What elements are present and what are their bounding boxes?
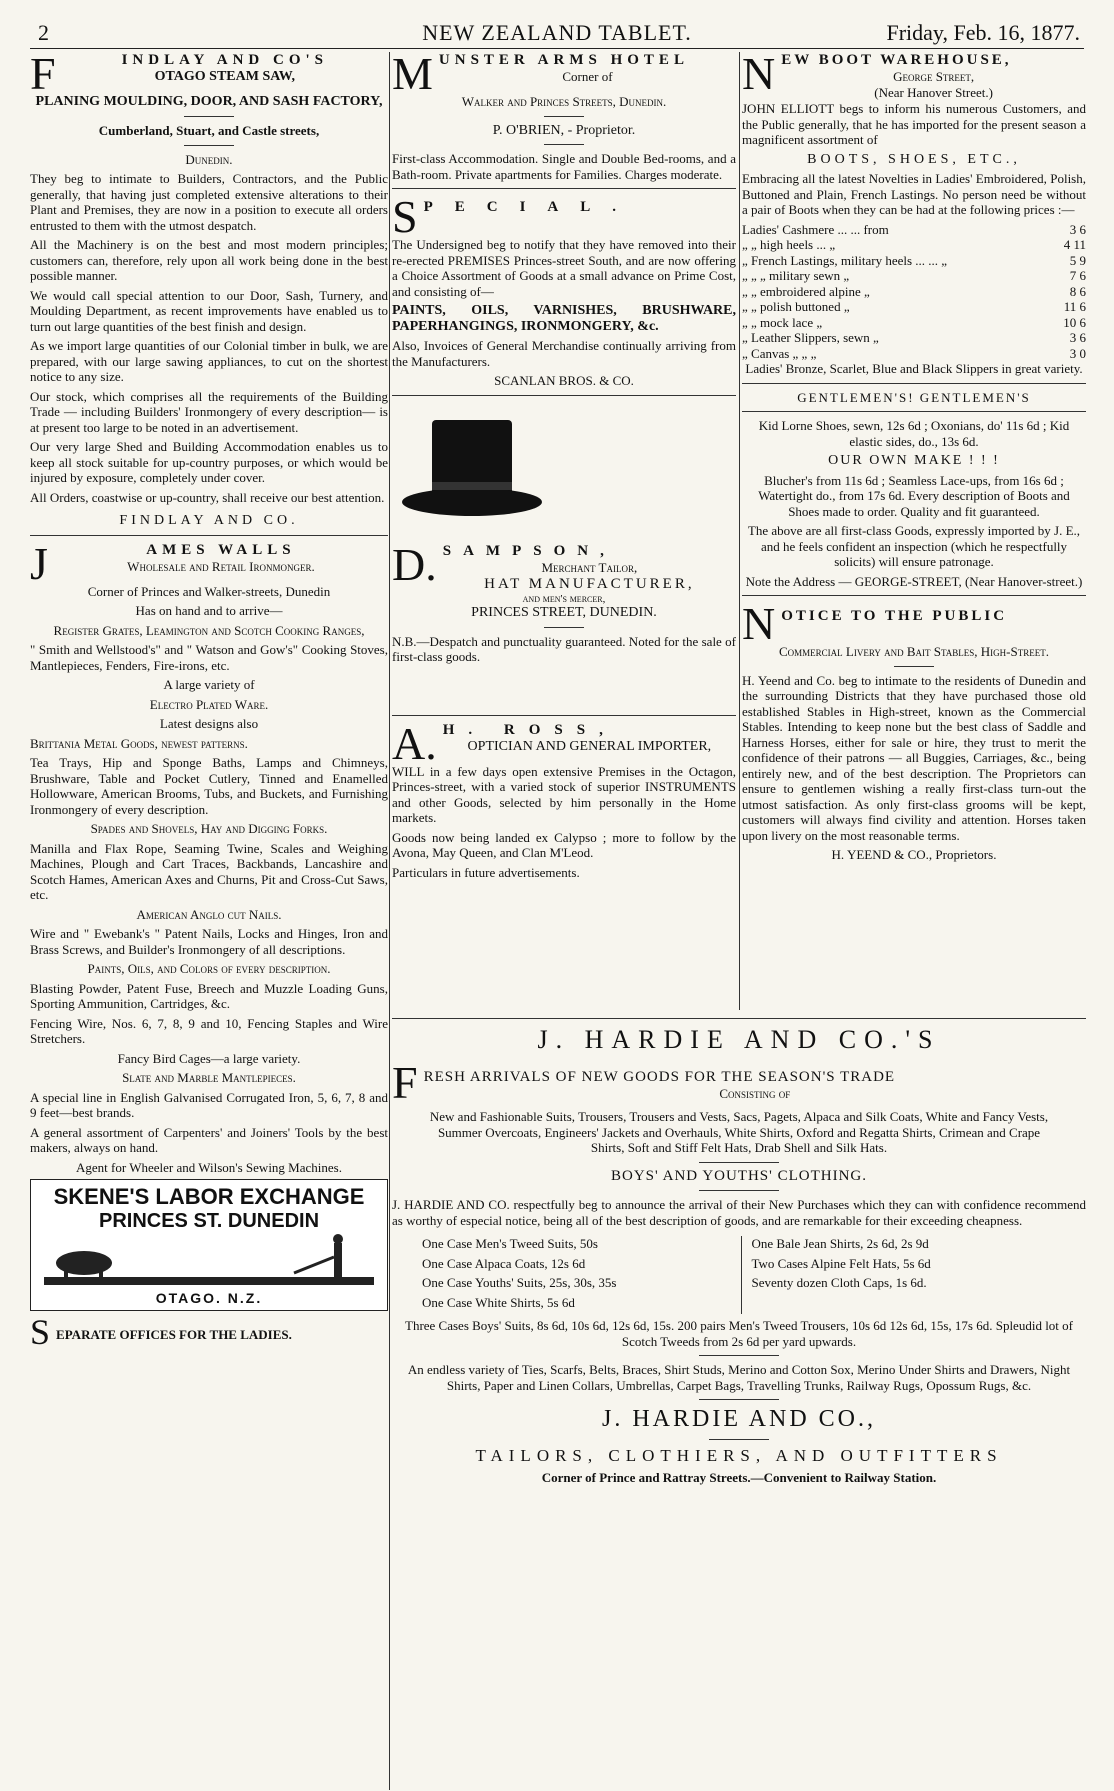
line: HAT MANUFACTURER, bbox=[484, 575, 695, 592]
price-item: „ „ embroidered alpine „ bbox=[742, 283, 870, 299]
price-item: „ „ mock lace „ bbox=[742, 314, 823, 330]
divider bbox=[184, 116, 234, 117]
dropcap: D. bbox=[392, 538, 437, 590]
ad-heading: H. ROSS, bbox=[442, 721, 617, 738]
line: Latest designs also bbox=[159, 716, 259, 731]
line: Tea Trays, Hip and Sponge Baths, Lamps and Chimneys, Brushware, Table and Pocket Cutlery, Tinned and Enamelled Hollowware, American Brooms, Tubs, and Buckets, and Furnishing Ironmongery of every description. bbox=[30, 755, 388, 817]
subheading: Commercial Livery and Bait Stables, High-Street. bbox=[779, 644, 1049, 659]
boys-suits: Three Cases Boys' Suits, 8s 6d, 10s 6d, 12s 6d, 15s. 200 pairs Men's Tweed Trousers, 10s 6d 12s 6d, 15s, 17s 6d. Spleudid lot of Scotch Tweeds from 2s 6d per yard upwards. bbox=[405, 1318, 1073, 1349]
masthead bbox=[30, 14, 1084, 49]
list-item: One Case White Shirts, 5s 6d bbox=[422, 1294, 575, 1310]
signature: SCANLAN BROS. & CO. bbox=[494, 373, 634, 388]
hardie-title: J. HARDIE AND CO.'S bbox=[537, 1025, 941, 1054]
line: American Anglo cut Nails. bbox=[136, 906, 282, 922]
skene-title: SKENE'S LABOR EXCHANGE bbox=[53, 1184, 365, 1209]
hardie-name: J. HARDIE AND CO., bbox=[601, 1406, 876, 1432]
price-row bbox=[742, 346, 1086, 362]
signature: H. YEEND & CO., Proprietors. bbox=[831, 847, 997, 862]
price-item: „ „ „ military sewn „ bbox=[742, 268, 850, 283]
list-item: Seventy dozen Cloth Caps, 1s 6d. bbox=[751, 1275, 927, 1290]
divider bbox=[699, 1355, 779, 1356]
price-row bbox=[742, 222, 1086, 238]
price-item: „ Leather Slippers, sewn „ bbox=[742, 330, 879, 345]
list-item: One Bale Jean Shirts, 2s 6d, 2s 9d bbox=[751, 1236, 929, 1251]
paragraph: All the Machinery is on the best and most modern principles; customers can, therefore, rely upon all work being done in the best possible manner. bbox=[30, 237, 388, 283]
dropcap: S bbox=[30, 1312, 51, 1352]
walls-ad bbox=[30, 537, 388, 1176]
price-row bbox=[742, 299, 1086, 315]
ad-heading: UNSTER ARMS HOTEL bbox=[438, 52, 689, 68]
line: Fencing Wire, Nos. 6, 7, 8, 9 and 10, Fencing Staples and Wire Stretchers. bbox=[30, 1015, 388, 1046]
line: OPTICIAN AND GENERAL IMPORTER, bbox=[467, 738, 712, 754]
price-item: „ French Lastings, military heels ... ... „ bbox=[742, 252, 948, 268]
top-hat-illustration bbox=[392, 410, 552, 530]
line: Blasting Powder, Patent Fuse, Breech and Muzzle Loading Guns, Sporting Ammunition, Cartridges, &c. bbox=[30, 980, 388, 1011]
divider bbox=[699, 1162, 779, 1163]
price-value: 7 6 bbox=[1069, 268, 1086, 283]
column-1 bbox=[30, 48, 388, 1352]
column-3 bbox=[742, 48, 1086, 867]
paragraph: Also, Invoices of General Merchandise continually arriving from the Manufacturers. bbox=[392, 338, 736, 369]
column-2 bbox=[392, 48, 736, 884]
list-item: Two Cases Alpine Felt Hats, 5s 6d bbox=[751, 1255, 931, 1271]
paragraph: Blucher's from 11s 6d ; Seamless Lace-ups, from 16s 6d ; Watertight do., from 17s 6d. Every description of Boots and Shoes made to order. Quality and fit guaranteed. bbox=[758, 472, 1070, 519]
ad-heading: AMES WALLS bbox=[146, 541, 296, 558]
paragraph: Ladies' Bronze, Scarlet, Blue and Black Slippers in great variety. bbox=[745, 361, 1083, 376]
line: and men's mercer, bbox=[522, 592, 606, 605]
corner-label: Corner of bbox=[562, 69, 613, 84]
signature: FINDLAY AND CO. bbox=[119, 513, 299, 528]
hardie-ad bbox=[392, 1012, 1086, 1486]
paragraph: Goods now being landed ex Calypso ; more to follow by the Avona, May Queen, and Clan M'Leod. bbox=[392, 829, 736, 860]
dropcap: S bbox=[392, 191, 418, 242]
divider bbox=[709, 1439, 769, 1440]
paragraph: WILL in a few days open extensive Premises in the Octagon, Princes-street, with a varied stock of superior INSTRUMENTS and other Goods, selected by him personally in the Home markets. bbox=[392, 763, 736, 825]
price-value: 5 9 bbox=[1069, 252, 1086, 268]
price-item: „ „ high heels ... „ bbox=[742, 237, 836, 252]
price-value: 10 6 bbox=[1063, 314, 1086, 330]
price-value: 3 6 bbox=[1069, 221, 1086, 237]
hardie-corner: Corner of Prince and Rattray Streets.—Convenient to Railway Station. bbox=[541, 1470, 937, 1485]
line: Manilla and Flax Rope, Seaming Twine, Scales and Weighing Machines, Plough and Cart Traces, Backbands, Lancashire and Scotch Hames, American Axes and Churns, Pit and Cross-Cut Saws, etc. bbox=[30, 840, 388, 902]
line: Has on hand and to arrive— bbox=[135, 603, 283, 618]
trades: TAILORS, CLOTHIERS, AND OUTFITTERS bbox=[475, 1446, 1003, 1465]
notice-ad bbox=[742, 598, 1086, 863]
line: Corner of Princes and Walker-streets, Dunedin bbox=[87, 583, 331, 599]
price-value: 3 6 bbox=[1069, 330, 1086, 345]
city: Dunedin. bbox=[185, 151, 233, 167]
line: Electro Plated Ware. bbox=[149, 696, 269, 712]
divider bbox=[742, 595, 1086, 596]
price-row bbox=[742, 330, 1086, 346]
paragraph: The above are all first-class Goods, expressly imported by J. E., and he feels confident an inspection (which he respectfully solicits) will ensure patronage. bbox=[747, 523, 1081, 569]
endless-variety: An endless variety of Ties, Scarfs, Belts, Braces, Shirt Studs, Merino and Cotton Sox, Merino Under Shirts and Drawers, Night Shirts, Paper and Linen Collars, Umbrellas, Carpet Bags, Travelling Trunks, Railway Rugs, Opossum Rugs, &c. bbox=[407, 1362, 1071, 1393]
line: Agent for Wheeler and Wilson's Sewing Machines. bbox=[76, 1159, 342, 1175]
divider bbox=[742, 411, 1086, 412]
line: Brittania Metal Goods, newest patterns. bbox=[30, 735, 248, 751]
line: PRINCES STREET, DUNEDIN. bbox=[471, 604, 657, 620]
address-note: Note the Address — GEORGE-STREET, (Near Hanover-street.) bbox=[745, 573, 1083, 589]
newspaper-title: NEW ZEALAND TABLET. bbox=[422, 20, 692, 45]
sampson-ad bbox=[392, 538, 736, 665]
dropcap: J bbox=[30, 537, 48, 589]
skene-advert bbox=[30, 1179, 388, 1311]
line: Paints, Oils, and Colors of every description. bbox=[87, 961, 331, 976]
column-rule-1 bbox=[389, 52, 390, 1790]
dropcap: N bbox=[742, 48, 776, 99]
paragraph: All Orders, coastwise or up-country, shall receive our best attention. bbox=[30, 489, 385, 505]
ad-heading: PECIAL. bbox=[423, 199, 639, 215]
divider bbox=[544, 116, 584, 117]
price-item: „ Canvas „ „ „ bbox=[742, 345, 817, 361]
page-number: 2 bbox=[38, 20, 49, 45]
goods: PAINTS, OILS, VARNISHES, BRUSHWARE, PAPERHANGINGS, IRONMONGERY, &c. bbox=[392, 303, 736, 334]
price-value: 4 11 bbox=[1063, 237, 1086, 252]
proprietor: P. O'BRIEN, - Proprietor. bbox=[492, 122, 636, 138]
divider bbox=[184, 145, 234, 146]
paragraph: H. Yeend and Co. beg to intimate to the residents of Dunedin and the surrounding Districts that they have purchased those old established Stables in High-street, known as the Commercial Stables. Intending to keep none but the best class of Saddle and Harness Horses, either for sale or hire, they trust to merit the confidence of their patrons — all Buggies, Carriages, &c., being entirely new, and of the best description. The Proprietors can ensure to gentlemen wishing a really first-class turn-out the utmost satisfaction. As only first-class grooms will be kept, customers will always find civility and attention. Horses taken upon livery on the most reasonable terms. bbox=[742, 672, 1086, 843]
paragraph: As we import large quantities of our Colonial timber in bulk, we are prepared, with our large sawing appliances, to cut on the shortest notice to any size. bbox=[30, 338, 388, 384]
own-make-heading: OUR OWN MAKE ! ! ! bbox=[828, 453, 1000, 468]
paragraph: Particulars in future advertisements. bbox=[392, 864, 580, 880]
line: A general assortment of Carpenters' and Joiners' Tools by the best makers, always on hand. bbox=[30, 1124, 388, 1155]
ad-subheading: PLANING MOULDING, DOOR, AND SASH FACTORY, bbox=[35, 94, 383, 109]
divider bbox=[544, 627, 584, 628]
dropcap: A. bbox=[392, 717, 437, 769]
paragraph: JOHN ELLIOTT begs to inform his numerous Customers, and the Public generally, that he has imported for the present season a magnificent assortment of bbox=[742, 101, 1086, 147]
divider bbox=[699, 1399, 779, 1400]
left-list bbox=[422, 1236, 727, 1314]
near: (Near Hanover Street.) bbox=[874, 85, 993, 100]
price-row bbox=[742, 253, 1086, 269]
price-item: „ „ polish buttoned „ bbox=[742, 299, 850, 314]
paragraph: We would call special attention to our Door, Sash, Turnery, and Moulding Department, as recent improvements have enabled us to turn out large quantities of the best finish and design. bbox=[30, 287, 388, 334]
ad-heading: INDLAY AND CO'S bbox=[121, 52, 328, 68]
fresh-arrivals: RESH ARRIVALS OF NEW GOODS FOR THE SEASON'S TRADE bbox=[423, 1069, 896, 1085]
skene-footer bbox=[30, 1312, 388, 1352]
streets: Walker and Princes Streets, Dunedin. bbox=[461, 94, 667, 109]
line: Fancy Bird Cages—a large variety. bbox=[117, 1050, 301, 1066]
price-value: 11 6 bbox=[1063, 299, 1086, 314]
skene-location: OTAGO. N.Z. bbox=[155, 1290, 263, 1306]
dropcap: F bbox=[392, 1057, 418, 1108]
goods-list: New and Fashionable Suits, Trousers, Trousers and Vests, Sacs, Pagets, Alpaca and Silk Coats, White and Fancy Vests, Summer Overcoats, Engineers' Jackets and Overhauls, White Shirts, Oxford and Regatta Shirts, Crimean and Crape Shirts, Soft and Stiff Felt Hats, Drab Shell and Silk Hats. bbox=[429, 1109, 1049, 1155]
announcement: J. HARDIE AND CO. respectfully beg to announce the arrival of their New Purchases which they can with confidence recommend as worthy of especial notice, being all of the best description of goods, and are remarkable for their exceeding cheapness. bbox=[392, 1197, 1086, 1228]
line: " Smith and Wellstood's" and " Watson and Gow's" Cooking Stoves, Mantlepieces, Fenders, Fire-irons, etc. bbox=[30, 642, 388, 673]
price-columns bbox=[392, 1232, 1086, 1318]
divider bbox=[699, 1190, 779, 1191]
divider bbox=[894, 666, 934, 667]
findlay-ad bbox=[30, 48, 388, 529]
list-item: One Case Alpaca Coats, 12s 6d bbox=[422, 1255, 586, 1271]
line: Spades and Shovels, Hay and Digging Forks. bbox=[90, 821, 328, 836]
ploughman-illustration bbox=[44, 1233, 374, 1285]
price-item: Ladies' Cashmere ... ... from bbox=[742, 221, 889, 237]
paragraph: Embracing all the latest Novelties in Ladies' Embroidered, Polish, Buttoned and Plain, French Lastings. No person need be without a pair of Boots when they can be had at the following prices :— bbox=[742, 171, 1086, 217]
price-row bbox=[742, 237, 1086, 253]
ad-heading: OTICE TO THE PUBLIC bbox=[781, 608, 1008, 624]
paragraph: Kid Lorne Shoes, sewn, 12s 6d ; Oxonians, do' 11s 6d ; Kid elastic sides, do., 13s 6d. bbox=[758, 418, 1070, 449]
divider bbox=[544, 144, 584, 145]
boots-heading: BOOTS, SHOES, ETC., bbox=[807, 151, 1021, 167]
ad-heading: EW BOOT WAREHOUSE, bbox=[781, 52, 1012, 68]
description: First-class Accommodation. Single and Double Bed-rooms, and a Bath-room. Private apartments for Families. Charges moderate. bbox=[392, 151, 736, 182]
ad-subheading: Wholesale and Retail Ironmonger. bbox=[127, 558, 315, 574]
divider bbox=[392, 1018, 1086, 1019]
line: Merchant Tailor, bbox=[541, 559, 638, 575]
line: Wire and " Ewebank's " Patent Nails, Locks and Hinges, Iron and Brass Screws, and Builder's Ironmongery of all descriptions. bbox=[30, 926, 388, 957]
special-ad bbox=[392, 191, 736, 389]
divider bbox=[30, 535, 388, 536]
dropcap: N bbox=[742, 598, 776, 649]
dropcap: M bbox=[392, 48, 433, 99]
munster-ad bbox=[392, 48, 736, 182]
list-item: One Case Men's Tweed Suits, 50s bbox=[422, 1236, 598, 1251]
dropcap: F bbox=[30, 48, 56, 99]
paragraph: They beg to intimate to Builders, Contractors, and the Public generally, that having just completed extensive alterations to their Plant and Premises, they are now in a position to execute all orders entrusted to them with the utmost despatch. bbox=[30, 171, 388, 233]
street: George Street, bbox=[893, 69, 975, 84]
gents-heading: GENTLEMEN'S! GENTLEMEN'S bbox=[797, 389, 1031, 405]
divider bbox=[392, 188, 736, 189]
right-list bbox=[741, 1236, 1057, 1314]
price-list bbox=[742, 222, 1086, 362]
line: A large variety of bbox=[163, 677, 255, 692]
price-row bbox=[742, 284, 1086, 300]
list-item: One Case Youths' Suits, 25s, 30s, 35s bbox=[422, 1275, 617, 1290]
footer-text: EPARATE OFFICES FOR THE LADIES. bbox=[56, 1327, 292, 1342]
address: Cumberland, Stuart, and Castle streets, bbox=[98, 123, 320, 138]
column-rule-2 bbox=[739, 52, 740, 1010]
divider bbox=[392, 715, 736, 716]
paragraph: Our stock, which comprises all the requirements of the Building Trade — including Builders' Ironmongery of every description— is at present too large to be noted in an advertisement. bbox=[30, 388, 388, 435]
note: N.B.—Despatch and punctuality guaranteed. Noted for the sale of first-class goods. bbox=[392, 633, 736, 664]
price-value: 3 0 bbox=[1069, 345, 1086, 361]
issue-date: Friday, Feb. 16, 1877. bbox=[886, 20, 1080, 45]
line: Register Grates, Leamington and Scotch Cooking Ranges, bbox=[53, 622, 365, 638]
divider bbox=[392, 395, 736, 396]
consisting: Consisting of bbox=[719, 1086, 791, 1101]
paragraph: Our very large Shed and Building Accommodation enables us to keep all stock suitable for up-country purposes, or which would be injured by exposure, completely under cover. bbox=[30, 439, 388, 485]
boys-heading: BOYS' AND YOUTHS' CLOTHING. bbox=[610, 1167, 868, 1184]
price-row bbox=[742, 315, 1086, 331]
line: A special line in English Galvanised Corrugated Iron, 5, 6, 7, 8 and 9 feet—best brands. bbox=[30, 1089, 388, 1120]
paragraph: The Undersigned beg to notify that they have removed into their re-erected PREMISES Princes-street South, and are now offering a Choice Assortment of Goods at a small advance on Prime Cost, and consisting of— bbox=[392, 237, 736, 299]
ross-ad bbox=[392, 717, 736, 881]
boot-ad bbox=[742, 48, 1086, 589]
skene-street: PRINCES ST. DUNEDIN bbox=[98, 1210, 320, 1232]
ad-subheading: OTAGO STEAM SAW, bbox=[154, 69, 296, 84]
price-row bbox=[742, 268, 1086, 284]
divider bbox=[742, 383, 1086, 384]
price-value: 8 6 bbox=[1069, 283, 1086, 299]
line: Slate and Marble Mantlepieces. bbox=[122, 1070, 296, 1085]
ad-heading: SAMPSON, bbox=[442, 542, 616, 559]
